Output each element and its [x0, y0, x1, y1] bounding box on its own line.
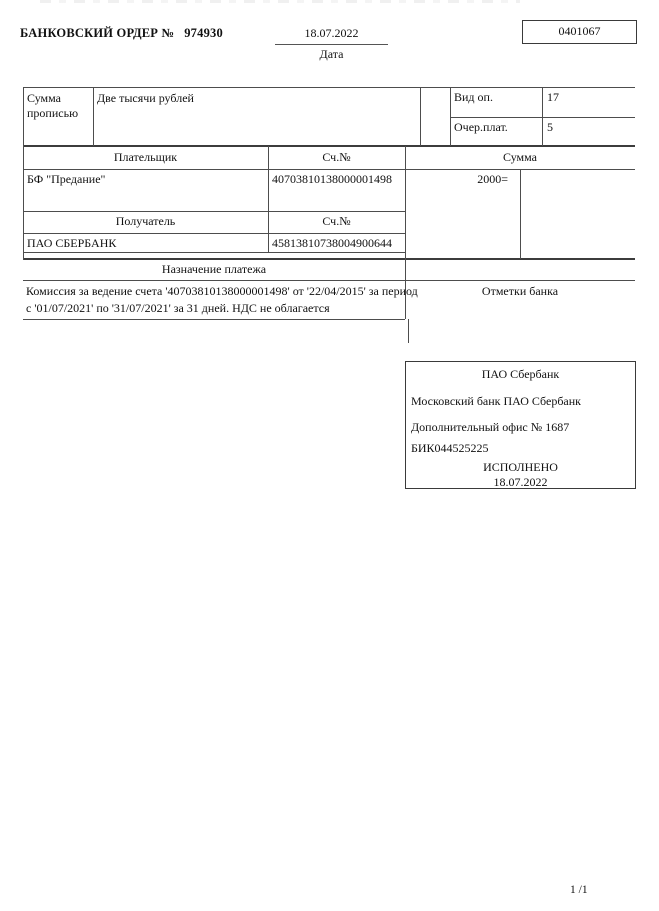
- table-border-line: [520, 169, 521, 259]
- table-border-line: [450, 87, 451, 146]
- date-value: 18.07.2022: [275, 26, 388, 45]
- recipient-account-number: 45813810738004900644: [272, 236, 392, 250]
- table-border-line: [23, 211, 405, 212]
- stamp-bank-name: ПАО Сбербанк: [481, 367, 560, 381]
- stamp-office: Дополнительный офис № 1687: [411, 420, 570, 434]
- bank-marks-header: Отметки банка: [481, 284, 559, 298]
- payer-name: БФ "Предание": [27, 172, 106, 186]
- bank-stamp-box: [405, 361, 636, 489]
- payment-purpose-text: Комиссия за ведение счета '40703810138000001498' от '22/04/2015' за период с '01/07/2021' по '31/07/2021' за 31 дней. НДС не облагается: [26, 284, 418, 315]
- document-title-label: БАНКОВСКИЙ ОРДЕР №: [20, 26, 175, 40]
- table-border-line: [23, 258, 635, 260]
- date-label: Дата: [319, 47, 344, 61]
- stamp-branch: Московский банк ПАО Сбербанк: [411, 394, 582, 408]
- table-border-line: [93, 87, 94, 146]
- table-border-line: [23, 87, 24, 260]
- form-code: 0401067: [558, 24, 601, 38]
- stamp-bik: БИК044525225: [411, 441, 489, 455]
- document-title: [20, 26, 223, 41]
- page-number: 1 /1: [570, 884, 588, 896]
- table-border-line: [23, 252, 405, 253]
- form-code-box: [522, 20, 637, 44]
- table-border-line: [23, 169, 635, 170]
- payment-priority-value: 5: [547, 120, 553, 134]
- stamp-status-date: 18.07.2022: [493, 475, 548, 489]
- payer-account-column-header: Сч.№: [322, 150, 351, 164]
- table-border-line: [23, 145, 635, 147]
- document-number: 974930: [184, 26, 223, 40]
- payment-priority-label: Очер.плат.: [454, 120, 508, 134]
- table-border-line: [542, 87, 543, 146]
- recipient-column-header: Получатель: [115, 214, 176, 228]
- table-border-line: [23, 280, 635, 281]
- table-border-line: [23, 233, 405, 234]
- table-border-line: [23, 87, 635, 88]
- amount-in-words-value: Две тысячи рублей: [97, 91, 194, 105]
- sum-column-header: Сумма: [503, 150, 537, 164]
- recipient-account-column-header: Сч.№: [322, 214, 351, 228]
- table-border-line: [420, 87, 421, 146]
- payer-column-header: Плательщик: [113, 150, 178, 164]
- table-border-line: [408, 319, 409, 343]
- date-block: [275, 26, 388, 62]
- stamp-status: ИСПОЛНЕНО: [483, 460, 558, 474]
- page-top-scan-artifact: [40, 0, 520, 3]
- operation-type-label: Вид оп.: [454, 90, 493, 104]
- recipient-name: ПАО СБЕРБАНК: [27, 236, 117, 250]
- operation-type-value: 17: [547, 90, 559, 104]
- sum-value: 2000=: [477, 172, 508, 186]
- payer-account-number: 40703810138000001498: [272, 172, 392, 186]
- amount-in-words-label: Сумма прописью: [27, 91, 79, 120]
- table-border-line: [23, 319, 405, 320]
- payment-purpose-header: Назначение платежа: [161, 262, 267, 276]
